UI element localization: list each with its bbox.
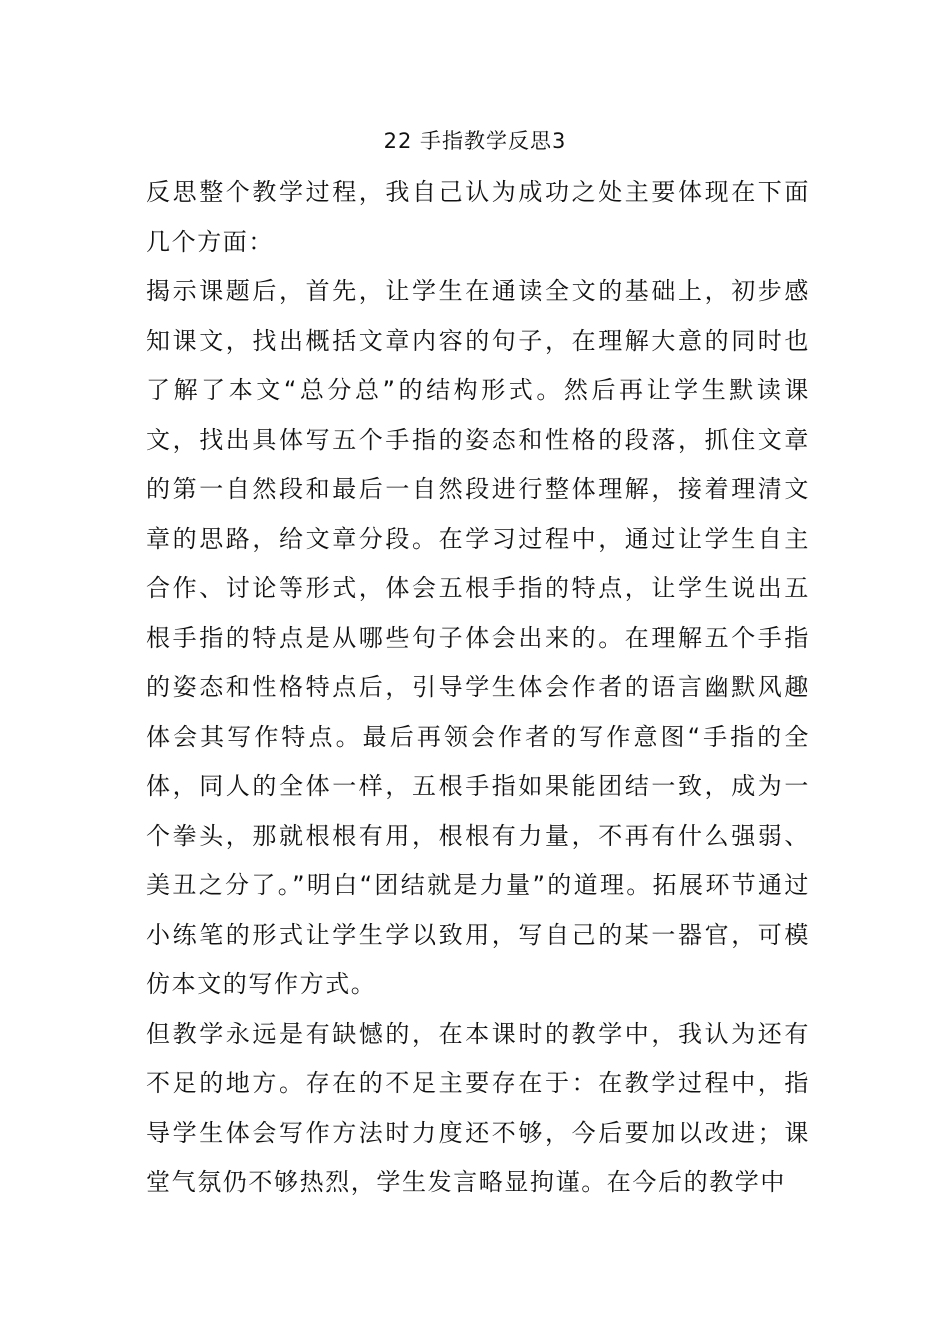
paragraph-1: 反思整个教学过程，我自己认为成功之处主要体现在下面几个方面： [146,178,810,256]
document-body [146,168,810,1208]
paragraph-2: 揭示课题后，首先，让学生在通读全文的基础上，初步感知课文，找出概括文章内容的句子，在理解大意的同时也了解了本文“总分总”的结构形式。然后再让学生默读课文，找出具体写五个手指的姿态和性格的段落，抓住文章的第一自然段和最后一自然段进行整体理解，接着理清文章的思路，给文章分段。在学习过程中，通过让学生自主合作、讨论等形式，体会五根手指的特点，让学生说出五根手指的特点是从哪些句子体会出来的。在理解五个手指的姿态和性格特点后，引导学生体会作者的语言幽默风趣体会其写作特点。最后再领会作者的写作意图“手指的全体，同人的全体一样，五根手指如果能团结一致，成为一个拳头，那就根根有用，根根有力量，不再有什么强弱、美丑之分了。”明白“团结就是力量”的道理。拓展环节通过小练笔的形式让学生学以致用，写自己的某一器官，可模仿本文的写作方式。 [146,277,810,998]
paragraph-3: 但教学永远是有缺憾的，在本课时的教学中，我认为还有不足的地方。存在的不足主要存在于：在教学过程中，指导学生体会写作方法时力度还不够，今后要加以改进；课堂气氛仍不够热烈，学生发言略显拘谨。在今后的教学中 [146,1019,810,1196]
document-title: 22 手指教学反思3 [383,129,567,153]
